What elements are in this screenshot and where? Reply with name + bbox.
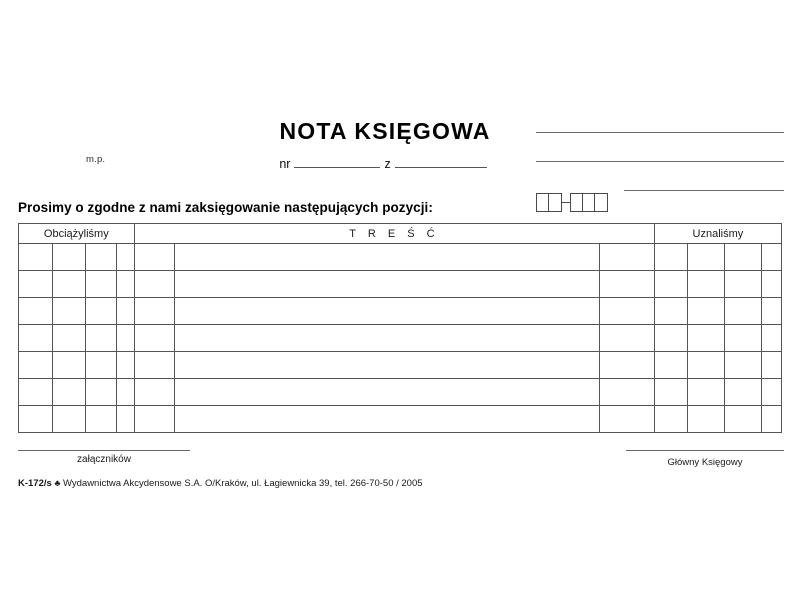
debit-cell[interactable] — [52, 244, 86, 271]
header-tresc: T R E Ś Ć — [134, 224, 654, 244]
address-line-1-rule — [536, 132, 784, 133]
credit-cell[interactable] — [654, 298, 688, 325]
debit-cell[interactable] — [52, 271, 86, 298]
credit-cell[interactable] — [688, 352, 725, 379]
debit-cell[interactable] — [116, 406, 134, 433]
place-of-stamp-mark: m.p. — [86, 154, 106, 165]
content-cell[interactable] — [174, 379, 600, 406]
number-and-date-line — [250, 157, 520, 171]
credit-cell[interactable] — [725, 406, 762, 433]
debit-cell[interactable] — [86, 325, 116, 352]
table-header-row — [19, 224, 782, 244]
debit-cell[interactable] — [116, 379, 134, 406]
postal-code-dash — [562, 202, 570, 203]
postal-code-cell[interactable] — [595, 194, 607, 211]
amount-cell[interactable] — [600, 271, 655, 298]
document-number-field[interactable] — [294, 157, 380, 168]
publisher-imprint-line — [18, 478, 423, 489]
content-cell[interactable] — [174, 298, 600, 325]
debit-cell[interactable] — [52, 406, 86, 433]
document-date-field[interactable] — [395, 157, 487, 168]
instruction-text: Prosimy o zgodne z nami zaksięgowanie następujących pozycji: — [18, 200, 433, 215]
credit-cell[interactable] — [688, 325, 725, 352]
credit-cell[interactable] — [654, 352, 688, 379]
chief-accountant-label: Główny Księgowy — [667, 457, 743, 468]
postal-code-cell[interactable] — [537, 194, 549, 211]
table-row — [19, 406, 782, 433]
entries-table — [18, 223, 782, 433]
chief-accountant-block — [626, 450, 784, 468]
date-prefix-label: z — [384, 157, 391, 171]
debit-cell[interactable] — [19, 406, 53, 433]
credit-cell[interactable] — [688, 271, 725, 298]
content-cell[interactable] — [174, 406, 600, 433]
line-number-cell[interactable] — [134, 271, 174, 298]
document-header — [0, 118, 800, 200]
attachments-label: załączników — [77, 454, 131, 465]
table-row — [19, 325, 782, 352]
debit-cell[interactable] — [19, 298, 53, 325]
credit-cell[interactable] — [688, 244, 725, 271]
page-title: NOTA KSIĘGOWA — [279, 118, 491, 144]
amount-cell[interactable] — [600, 244, 655, 271]
debit-cell[interactable] — [19, 244, 53, 271]
debit-cell[interactable] — [52, 379, 86, 406]
postal-code-box-right[interactable] — [570, 193, 608, 212]
credit-cell[interactable] — [725, 271, 762, 298]
credit-cell[interactable] — [761, 406, 781, 433]
address-line-2-rule — [536, 161, 784, 162]
postal-code-cell[interactable] — [549, 194, 561, 211]
postal-code-group[interactable] — [536, 193, 608, 212]
table-row — [19, 244, 782, 271]
debit-cell[interactable] — [116, 244, 134, 271]
line-number-cell[interactable] — [134, 352, 174, 379]
credit-cell[interactable] — [761, 271, 781, 298]
credit-cell[interactable] — [725, 352, 762, 379]
amount-cell[interactable] — [600, 298, 655, 325]
header-obciazylismy: Obciążyliśmy — [19, 224, 135, 244]
attachments-block — [18, 450, 190, 465]
credit-cell[interactable] — [654, 271, 688, 298]
credit-cell[interactable] — [725, 379, 762, 406]
credit-cell[interactable] — [761, 352, 781, 379]
content-cell[interactable] — [174, 325, 600, 352]
credit-cell[interactable] — [654, 325, 688, 352]
credit-cell[interactable] — [688, 298, 725, 325]
line-number-cell[interactable] — [134, 325, 174, 352]
address-line-3-rule — [624, 190, 784, 191]
publisher-text: Wydawnictwa Akcydensowe S.A. O/Kraków, ul. Łagiewnicka 39, tel. 266-70-50 / 2005 — [63, 478, 423, 489]
amount-cell[interactable] — [600, 406, 655, 433]
credit-cell[interactable] — [654, 244, 688, 271]
debit-cell[interactable] — [52, 298, 86, 325]
credit-cell[interactable] — [761, 379, 781, 406]
debit-cell[interactable] — [52, 352, 86, 379]
club-icon: ♣ — [54, 478, 61, 488]
debit-cell[interactable] — [116, 298, 134, 325]
credit-cell[interactable] — [761, 244, 781, 271]
recipient-address-block — [536, 132, 784, 208]
amount-cell[interactable] — [600, 379, 655, 406]
attachments-count-field[interactable] — [18, 450, 190, 451]
debit-cell[interactable] — [116, 271, 134, 298]
postal-code-box-left[interactable] — [536, 193, 562, 212]
line-number-cell[interactable] — [134, 379, 174, 406]
table-row — [19, 379, 782, 406]
table-body — [19, 244, 782, 433]
line-number-cell[interactable] — [134, 406, 174, 433]
credit-cell[interactable] — [688, 406, 725, 433]
table-row — [19, 298, 782, 325]
document-footer — [0, 440, 800, 500]
debit-cell[interactable] — [86, 352, 116, 379]
amount-cell[interactable] — [600, 352, 655, 379]
credit-cell[interactable] — [761, 298, 781, 325]
debit-cell[interactable] — [116, 325, 134, 352]
line-number-cell[interactable] — [134, 244, 174, 271]
credit-cell[interactable] — [654, 406, 688, 433]
postal-code-cell[interactable] — [583, 194, 595, 211]
form-code: K-172/s — [18, 478, 52, 489]
title-block — [250, 118, 520, 171]
debit-cell[interactable] — [86, 406, 116, 433]
debit-cell[interactable] — [19, 271, 53, 298]
credit-cell[interactable] — [725, 244, 762, 271]
debit-cell[interactable] — [86, 298, 116, 325]
credit-cell[interactable] — [725, 325, 762, 352]
table-row — [19, 352, 782, 379]
credit-cell[interactable] — [761, 325, 781, 352]
content-cell[interactable] — [174, 271, 600, 298]
debit-cell[interactable] — [86, 379, 116, 406]
debit-cell[interactable] — [86, 271, 116, 298]
line-number-cell[interactable] — [134, 298, 174, 325]
credit-cell[interactable] — [654, 379, 688, 406]
content-cell[interactable] — [174, 352, 600, 379]
debit-cell[interactable] — [19, 379, 53, 406]
debit-cell[interactable] — [86, 244, 116, 271]
debit-cell[interactable] — [19, 352, 53, 379]
header-uznalismy: Uznaliśmy — [654, 224, 781, 244]
debit-cell[interactable] — [52, 325, 86, 352]
chief-accountant-signature-field[interactable] — [626, 450, 784, 451]
credit-cell[interactable] — [688, 379, 725, 406]
table-row — [19, 271, 782, 298]
debit-cell[interactable] — [116, 352, 134, 379]
number-prefix-label: nr — [279, 157, 291, 171]
content-cell[interactable] — [174, 244, 600, 271]
debit-cell[interactable] — [19, 325, 53, 352]
credit-cell[interactable] — [725, 298, 762, 325]
postal-code-cell[interactable] — [571, 194, 583, 211]
amount-cell[interactable] — [600, 325, 655, 352]
